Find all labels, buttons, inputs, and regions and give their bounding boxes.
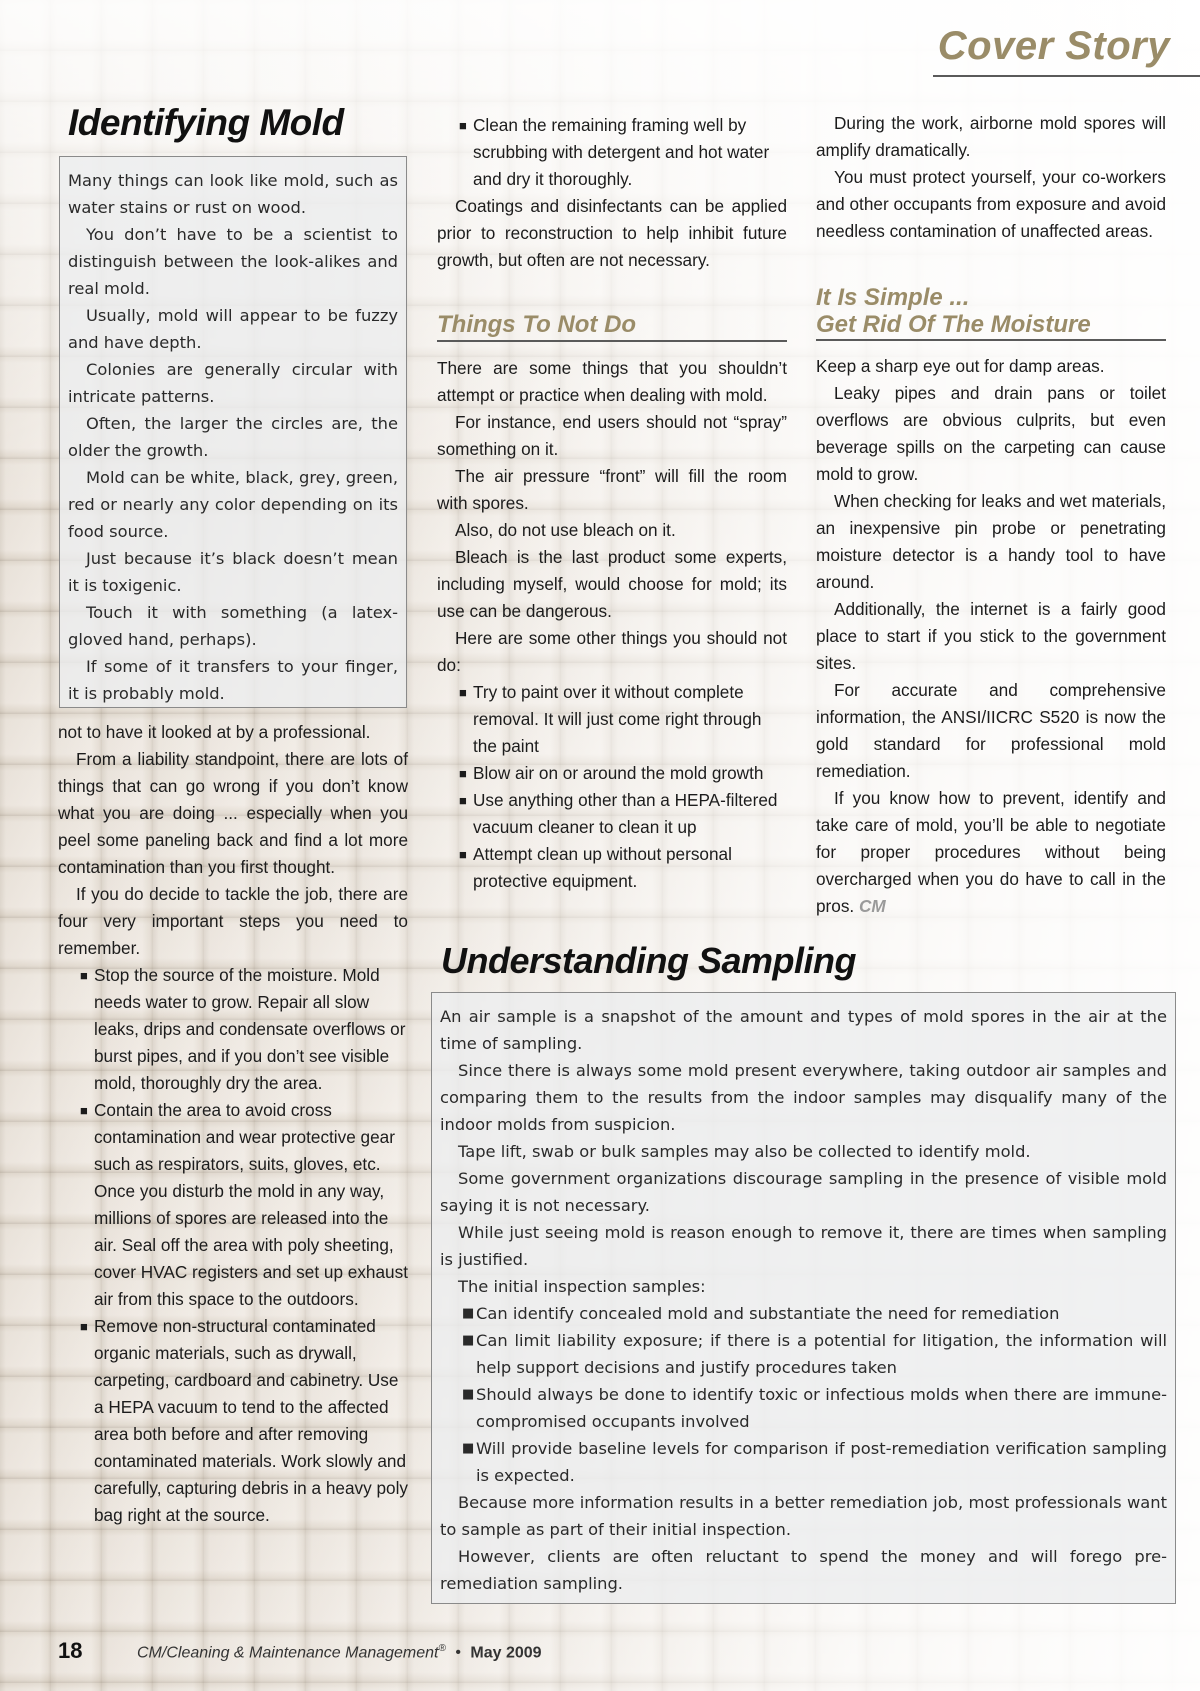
bullet-text: Can limit liability exposure; if there is a potential for litigation, the information will help support decisions and justify procedures taken (476, 1331, 1167, 1377)
paragraph: Some government organizations discourage sampling in the presence of visible mold saying it is not necessary. (440, 1169, 1167, 1215)
footer-issue: May 2009 (470, 1644, 542, 1662)
bullet-square: ■ (459, 685, 467, 700)
identifying-mold-heading: Identifying Mold (68, 102, 344, 143)
sampling-closing (440, 1489, 1167, 1597)
identifying-mold-text (68, 167, 398, 707)
paragraph: If you do decide to tackle the job, there are four very important steps you need to remember. (58, 884, 408, 958)
bullet-text: Use anything other than a HEPA-filtered vacuum cleaner to clean it up (473, 790, 778, 837)
list-item (459, 787, 787, 841)
bullet-text: Attempt clean up without personal protective equipment. (473, 844, 732, 891)
registered-mark: ® (438, 1643, 446, 1654)
paragraph: Because more information results in a better remediation job, most professionals want to sample as part of their initial inspection. (440, 1493, 1167, 1539)
bullet-square: ■ (462, 1387, 475, 1402)
bullet-text: Should always be done to identify toxic or infectious molds when there are immune-compromised occupants involved (476, 1385, 1167, 1431)
understanding-sampling-heading: Understanding Sampling (441, 940, 857, 981)
bullet-square: ■ (459, 847, 467, 862)
subhead-line-2: Get Rid Of The Moisture (816, 311, 1091, 338)
understanding-sampling-box (431, 992, 1176, 1604)
moisture-rule (816, 339, 1166, 341)
paragraph: The initial inspection samples: (458, 1277, 706, 1296)
paragraph: Bleach is the last product some experts, including myself, would choose for mold; its use can be dangerous. (437, 547, 787, 621)
sampling-list (440, 1300, 1167, 1489)
paragraph: You must protect yourself, your co-workers and other occupants from exposure and avoid needless contamination of unaffected areas. (816, 167, 1166, 241)
bullet-square: ■ (459, 118, 467, 133)
header-rule (933, 75, 1200, 77)
paragraph: You don’t have to be a scientist to distinguish between the look-alikes and real mold. (68, 225, 398, 298)
list-item (462, 1435, 1167, 1489)
column-1-steps (58, 962, 408, 1529)
moisture-paragraphs (816, 353, 1166, 785)
paragraph: From a liability standpoint, there are lots of things that can go wrong if you don’t know what you are doing ... especially when you peel some paneling back and find a lot more contamination than you first thought. (58, 749, 408, 877)
paragraph: For instance, end users should not “spray” something on it. (437, 412, 787, 459)
bullet-square: ■ (80, 968, 88, 983)
paragraph: When checking for leaks and wet materials, an inexpensive pin probe or penetrating moisture detector is a handy tool to have around. (816, 491, 1166, 592)
column-1 (58, 719, 408, 1529)
bullet-square: ■ (80, 1103, 88, 1118)
list-item (462, 1381, 1167, 1435)
bullet-text: Contain the area to avoid cross contamination and wear protective gear such as respirators, suits, gloves, etc. Once you disturb the mold in any way, millions of spores are released into the air. Seal off the area with poly sheeting, cover HVAC registers and set up exhaust air from this space to the outdoors. (94, 1100, 408, 1309)
paragraph: Also, do not use bleach on it. (455, 520, 676, 540)
paragraph: not to have it looked at by a professional. (58, 722, 371, 742)
paragraph: Additionally, the internet is a fairly good place to start if you stick to the government sites. (816, 599, 1166, 673)
paragraph: Touch it with something (a latex-gloved hand, perhaps). (68, 603, 398, 649)
paragraph: Leaky pipes and drain pans or toilet overflows are obvious culprits, but even beverage spills on the carpeting can cause mold to grow. (816, 383, 1166, 484)
paragraph: For accurate and comprehensive information, the ANSI/IICRC S520 is now the gold standard for professional mold remediation. (816, 680, 1166, 781)
bullet-text: Blow air on or around the mold growth (473, 763, 764, 783)
bullet-square: ■ (462, 1306, 475, 1321)
column-2 (437, 112, 787, 274)
things-to-not-do-rule (437, 340, 787, 342)
subhead-line-1: It Is Simple ... (816, 284, 970, 311)
paragraph: Keep a sharp eye out for damp areas. (816, 356, 1105, 376)
paragraph: During the work, airborne mold spores will amplify dramatically. (816, 113, 1166, 160)
paragraph: However, clients are often reluctant to spend the money and will forego pre-remediation sampling. (440, 1547, 1167, 1593)
bullet-text: Remove non-structural contaminated organic materials, such as drywall, carpeting, cardboard and cabinetry. Use a HEPA vacuum to tend to the affected area both before and after removing contaminated materials. Work slowly and carefully, capturing debris in a heavy poly bag right at the source. (94, 1316, 408, 1525)
paragraph: Often, the larger the circles are, the older the growth. (68, 414, 398, 460)
paragraph: While just seeing mold is reason enough to remove it, there are times when sampling is justified. (440, 1223, 1167, 1269)
list-item (437, 112, 787, 193)
list-item (462, 1300, 1167, 1327)
column-3-top-paragraphs (816, 110, 1166, 245)
list-item (80, 962, 408, 1097)
identifying-mold-box (59, 156, 407, 708)
paragraph: Just because it’s black doesn’t mean it is toxigenic. (68, 549, 398, 595)
list-item (459, 841, 787, 895)
list-item (80, 1097, 408, 1313)
things-to-not-do-list (437, 679, 787, 895)
things-to-not-do-paragraphs (437, 355, 787, 679)
bullet-square: ■ (80, 1319, 88, 1334)
paragraph: Since there is always some mold present everywhere, taking outdoor air samples and comparing them to the results from the indoor samples may disqualify many of the indoor molds from suspicion. (440, 1061, 1167, 1134)
column-3 (816, 110, 1166, 245)
bullet-square: ■ (459, 793, 467, 808)
list-item (459, 679, 787, 760)
bullet-text: Stop the source of the moisture. Mold needs water to grow. Repair all slow leaks, drips and condensate overflows or burst pipes, and if you don’t see visible mold, thoroughly dry the area. (94, 965, 406, 1093)
paragraph: An air sample is a snapshot of the amount and types of mold spores in the air at the time of sampling. (440, 1007, 1167, 1053)
bullet-text: Try to paint over it without complete removal. It will just come right through the paint (473, 682, 762, 756)
paragraph: The air pressure “front” will fill the room with spores. (437, 466, 787, 513)
footer-publication: CM/Cleaning & Maintenance Management® • May 2009 (137, 1643, 542, 1662)
paragraph: Tape lift, swab or bulk samples may also be collected to identify mold. (458, 1142, 1031, 1161)
closing-paragraph: If you know how to prevent, identify and take care of mold, you’ll be able to negotiate for proper procedures without being overcharged when you do have to call in the pros. CM (816, 788, 1166, 916)
paragraph: Here are some other things you should not do: (437, 628, 787, 675)
bullet-text: Clean the remaining framing well by scrubbing with detergent and hot water and dry it thoroughly. (473, 115, 770, 189)
column-1-paragraphs (58, 719, 408, 962)
things-to-not-do-heading: Things To Not Do (437, 311, 637, 338)
column-3-lower (816, 353, 1166, 920)
paragraph: Many things can look like mold, such as water stains or rust on wood. (68, 171, 398, 217)
paragraph: Usually, mold will appear to be fuzzy and have depth. (68, 306, 398, 352)
footer-separator: • (455, 1644, 461, 1662)
bullet-square: ■ (459, 766, 467, 781)
paragraph: Colonies are generally circular with intricate patterns. (68, 360, 398, 406)
page-number: 18 (58, 1638, 83, 1663)
column-2-lower (437, 355, 787, 895)
section-title: Cover Story (937, 24, 1170, 68)
bullet-square: ■ (462, 1333, 475, 1348)
list-item (459, 760, 787, 787)
paragraph: Mold can be white, black, grey, green, red or nearly any color depending on its food source. (68, 468, 398, 541)
get-rid-of-moisture-heading (816, 284, 1091, 338)
coatings-paragraph: Coatings and disinfectants can be applied prior to reconstruction to help inhibit future growth, but often are not necessary. (437, 196, 787, 270)
cm-signoff: CM (859, 896, 886, 916)
list-item (80, 1313, 408, 1529)
bullet-text: Can identify concealed mold and substantiate the need for remediation (476, 1304, 1060, 1323)
list-item (462, 1327, 1167, 1381)
bullet-square: ■ (462, 1441, 475, 1456)
bullet-text: Will provide baseline levels for comparison if post-remediation verification sampling is expected. (476, 1439, 1167, 1485)
paragraph: If some of it transfers to your finger, it is probably mold. (68, 657, 398, 703)
sampling-paragraphs (440, 1003, 1167, 1300)
paragraph: There are some things that you shouldn’t attempt or practice when dealing with mold. (437, 358, 787, 405)
